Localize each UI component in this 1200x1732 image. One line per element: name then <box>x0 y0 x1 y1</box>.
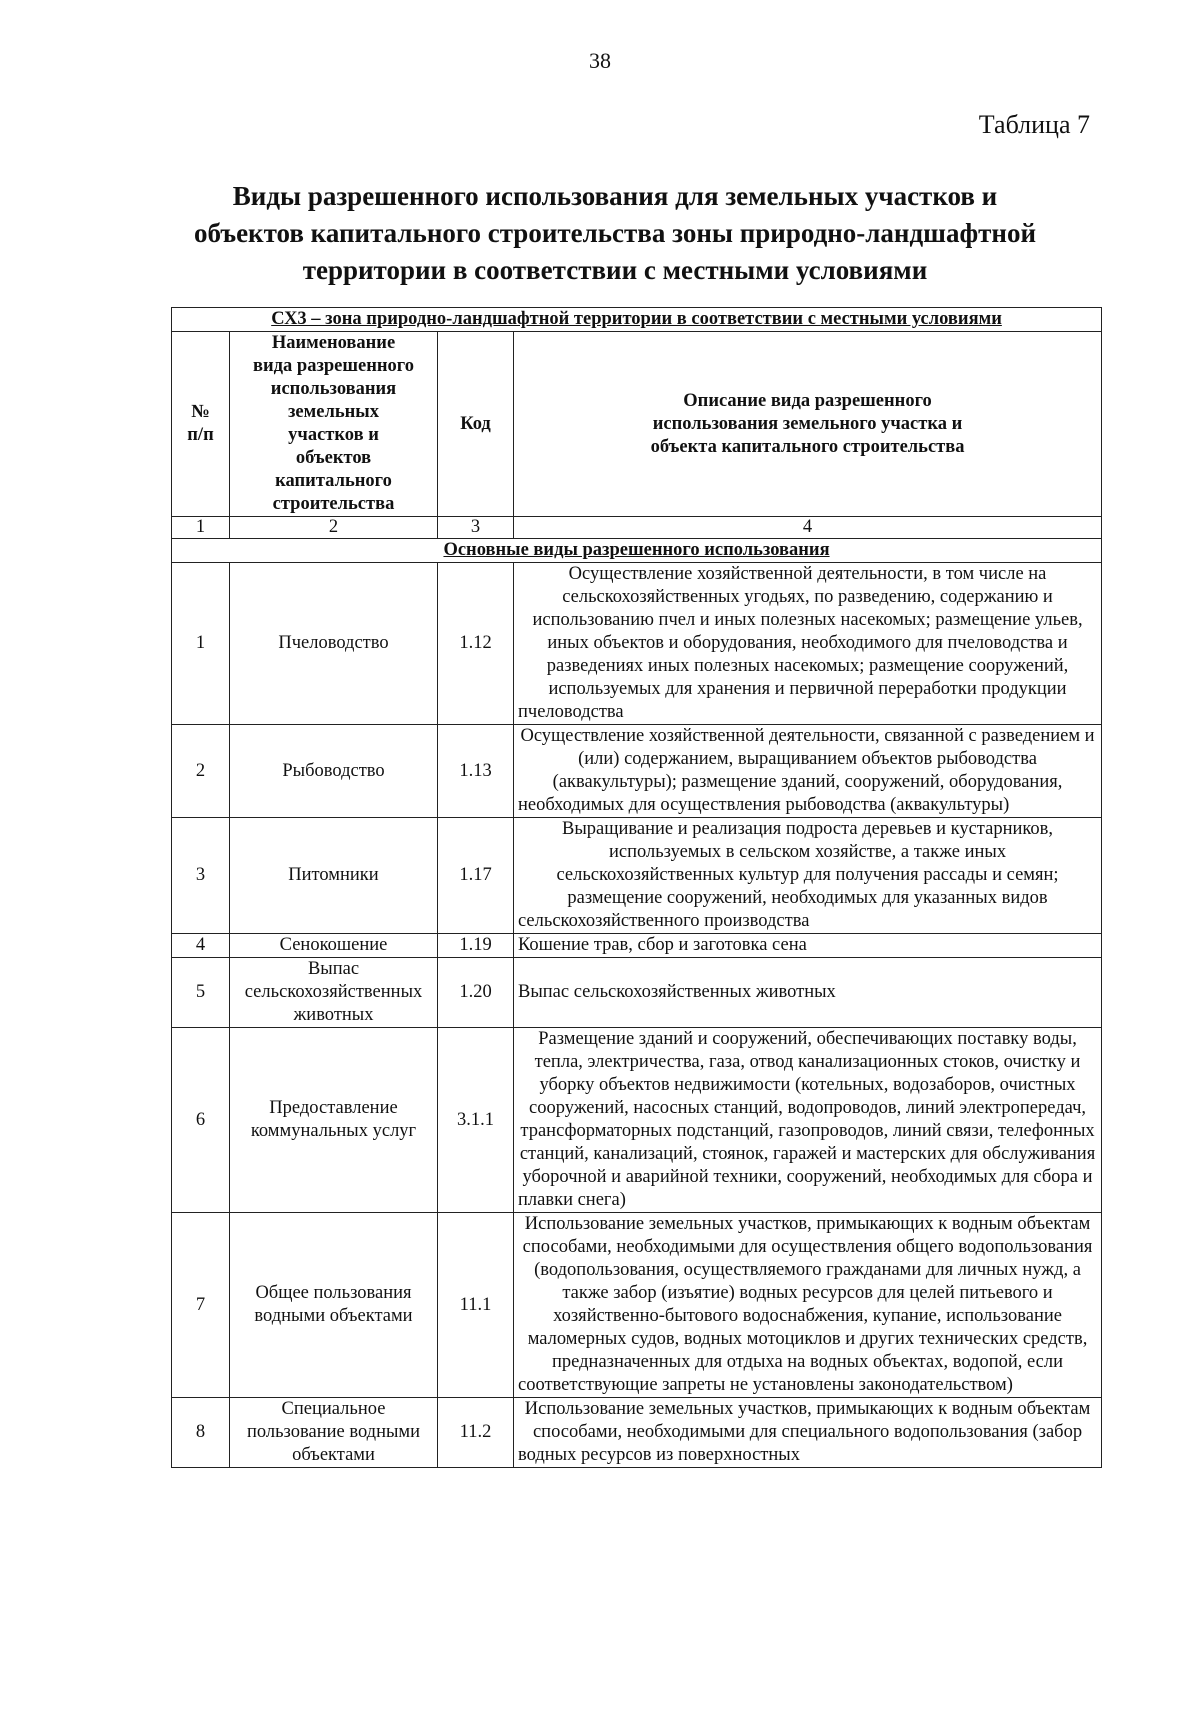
row-num: 2 <box>172 725 230 818</box>
page-number: 38 <box>589 48 611 73</box>
column-number: 3 <box>438 517 514 539</box>
row-num: 3 <box>172 818 230 934</box>
table-row <box>172 725 1102 818</box>
header-num <box>172 332 230 517</box>
row-name: Предоставление коммунальных услуг <box>230 1028 438 1213</box>
zone-caption: СХ3 – зона природно-ландшафтной территории в соответствии с местными условиями <box>172 308 1102 332</box>
column-number: 4 <box>514 517 1102 539</box>
row-num: 6 <box>172 1028 230 1213</box>
title-line: Виды разрешенного использования для земельных участков и <box>232 181 998 211</box>
header-name-line: участков и <box>288 425 379 445</box>
row-num: 8 <box>172 1398 230 1468</box>
header-desc-line: использования земельного участка и <box>652 413 963 434</box>
row-num: 7 <box>172 1213 230 1398</box>
row-name: Питомники <box>230 818 438 934</box>
header-name-line: Наименование <box>271 333 396 353</box>
table-row <box>172 934 1102 958</box>
section-title: Основные виды разрешенного использования <box>172 539 1102 563</box>
section-row <box>172 539 1102 563</box>
row-description: Выпас сельскохозяйственных животных <box>514 958 1102 1028</box>
row-code: 1.20 <box>438 958 514 1028</box>
header-row <box>172 332 1102 517</box>
row-code: 11.2 <box>438 1398 514 1468</box>
header-desc-line: Описание вида разрешенного <box>683 390 932 411</box>
header-name-line: использования <box>270 379 397 399</box>
header-code: Код <box>438 332 514 517</box>
header-name-line: капитального <box>275 471 392 491</box>
row-code: 1.13 <box>438 725 514 818</box>
row-code: 1.12 <box>438 563 514 725</box>
header-name-line: земельных <box>288 402 379 422</box>
title-line: объектов капитального строительства зоны природно-ландшафтной <box>194 218 1036 248</box>
header-name-line: вида разрешенного <box>253 356 414 376</box>
row-code: 3.1.1 <box>438 1028 514 1213</box>
row-name: Общее пользования водными объектами <box>230 1213 438 1398</box>
header-num-line: п/п <box>187 425 214 445</box>
header-description <box>514 332 1102 517</box>
header-name <box>230 332 438 517</box>
header-num-line: № <box>191 402 210 422</box>
land-use-table <box>171 307 1102 1468</box>
table-row <box>172 958 1102 1028</box>
column-number-row <box>172 517 1102 539</box>
row-code: 1.17 <box>438 818 514 934</box>
row-name: Пчеловодство <box>230 563 438 725</box>
title-line: территории в соответствии с местными условиями <box>302 255 928 285</box>
header-name-line: строительства <box>272 494 395 514</box>
row-name: Выпас сельскохозяйственных животных <box>230 958 438 1028</box>
row-num: 5 <box>172 958 230 1028</box>
row-num: 1 <box>172 563 230 725</box>
row-description: Кошение трав, сбор и заготовка сена <box>514 934 1102 958</box>
row-description: Использование земельных участков, примыкающих к водным объектам способами, необходимыми для специального водопользования (забор водных ресурсов из поверхностных <box>514 1398 1102 1468</box>
table-row <box>172 1398 1102 1468</box>
table-caption: Таблица 7 <box>978 110 1090 139</box>
row-name: Сенокошение <box>230 934 438 958</box>
header-name-line: объектов <box>295 448 372 468</box>
row-name: Рыбоводство <box>230 725 438 818</box>
table-row <box>172 1028 1102 1213</box>
table-row <box>172 1213 1102 1398</box>
table-row <box>172 818 1102 934</box>
column-number: 1 <box>172 517 230 539</box>
row-description: Осуществление хозяйственной деятельности, связанной с разведением и (или) содержанием, выращиванием объектов рыбоводства (аквакультуры); размещение зданий, сооружений, оборудования, необходимых для осуществления рыбоводства (аквакультуры) <box>514 725 1102 818</box>
row-name: Специальное пользование водными объектами <box>230 1398 438 1468</box>
row-description: Выращивание и реализация подроста деревьев и кустарников, используемых в сельском хозяйстве, а также иных сельскохозяйственных культур для получения рассады и семян; размещение сооружений, необходимых для указанных видов сельскохозяйственного производства <box>514 818 1102 934</box>
row-description: Осуществление хозяйственной деятельности, в том числе на сельскохозяйственных угодьях, по разведению, содержанию и использованию пчел и иных полезных насекомых; размещение ульев, иных объектов и оборудования, необходимого для пчеловодства и разведениях иных полезных насекомых; размещение сооружений, используемых для хранения и первичной переработки продукции пчеловодства <box>514 563 1102 725</box>
row-description: Использование земельных участков, примыкающих к водным объектам способами, необходимыми для осуществления общего водопользования (водопользования, осуществляемого гражданами для личных нужд, а также забор (изъятие) водных ресурсов для целей питьевого и хозяйственно-бытового водоснабжения, купание, использование маломерных судов, водных мотоциклов и других технических средств, предназначенных для отдыха на водных объектах, водопой, если соответствующие запреты не установлены законодательством) <box>514 1213 1102 1398</box>
row-description: Размещение зданий и сооружений, обеспечивающих поставку воды, тепла, электричества, газа, отвод канализационных стоков, очистку и уборку объектов недвижимости (котельных, водозаборов, очистных сооружений, насосных станций, водопроводов, линий электропередач, трансформаторных подстанций, газопроводов, линий связи, телефонных станций, канализаций, стоянок, гаражей и мастерских для обслуживания уборочной и аварийной техники, сооружений, необходимых для сбора и плавки снега) <box>514 1028 1102 1213</box>
header-desc-line: объекта капитального строительства <box>650 436 965 457</box>
row-code: 11.1 <box>438 1213 514 1398</box>
row-code: 1.19 <box>438 934 514 958</box>
table-row <box>172 563 1102 725</box>
row-num: 4 <box>172 934 230 958</box>
document-title <box>150 178 1080 289</box>
column-number: 2 <box>230 517 438 539</box>
zone-caption-row <box>172 308 1102 332</box>
